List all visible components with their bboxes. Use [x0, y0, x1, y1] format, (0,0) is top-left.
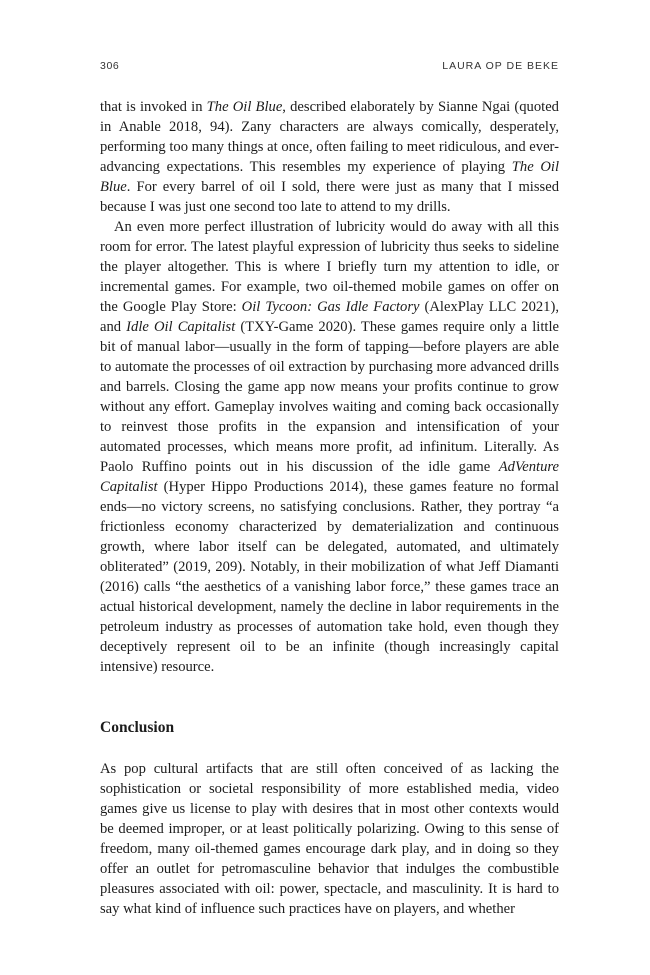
running-head: [100, 60, 559, 76]
book-page: [100, 60, 559, 919]
running-head-author: LAURA OP DE BEKE: [442, 60, 559, 72]
text-run: An even more perfect illustration of lubricity would do away with all this room for error. The latest playful expression of lubricity thus seeks to sideline the player altogether. This is where I briefly turn my attention to idle, or incremental games. For example, two oil-themed mobile games on offer on the Google Play Store:: [100, 219, 559, 315]
italic-title: Idle Oil Capitalist: [126, 319, 236, 335]
text-run: (Hyper Hippo Productions 2014), these games feature no formal ends—no victory screens, no satisfying conclusions. Rather, they portray “a frictionless economy characterized by dematerialization and continuous growth, where labor itself can be delegated, automated, and ultimately obliterated” (2019, 209). Notably, in their mobilization of what Jeff Diamanti (2016) calls “the aesthetics of a vanishing labor force,” these games trace an actual historical development, namely the decline in labor requirements in the petroleum industry as processes of automation take hold, even though they deceptively represent oil to be an infinite (though increasingly capital intensive) resource.: [100, 479, 559, 675]
italic-title: Oil Tycoon: Gas Idle Factory: [241, 299, 420, 315]
text-run: (AlexPlay LLC 2021), and: [100, 299, 559, 335]
paragraph-idle-games: [100, 217, 559, 677]
text-run: that is invoked in: [100, 99, 207, 115]
paragraph-conclusion: As pop cultural artifacts that are still often conceived of as lacking the sophistication or societal responsibility of more established media, video games give us license to play with desires that in most other contexts would be deemed improper, or at least politically polarizing. Owing to this sense of freedom, many oil-themed games encourage dark play, and in doing so they offer an outlet for petromasculine behavior that indulges the combustible pleasures associated with oil: power, spectacle, and masculinity. It is hard to say what kind of influence such practices have on players, and whether: [100, 761, 559, 917]
text-run: , described elaborately by Sianne Ngai (quoted in Anable 2018, 94). Zany characters are always comically, desperately, performing too many things at once, often failing to meet ridiculous, and ever-advancing expectations. This resembles my experience of playing: [100, 99, 559, 175]
text-run: (TXY-Game 2020). These games require only a little bit of manual labor—usually in the form of tapping—before players are able to automate the processes of oil extraction by purchasing more advanced drills and barrels. Closing the game app now means your profits continue to grow without any effort. Gameplay involves waiting and coming back occasionally to reinvest those profits in the expansion and intensification of your automated processes, which means more profit, ad infinitum. Literally. As Paolo Ruffino points out in his discussion of the idle game: [100, 319, 559, 475]
body-text: [100, 97, 559, 919]
section-heading: Conclusion: [100, 719, 175, 736]
italic-title: The Oil Blue: [100, 159, 559, 195]
italic-title: The Oil Blue: [206, 99, 283, 115]
text-run: . For every barrel of oil I sold, there were just as many that I missed because I was just one second too late to attend to my drills.: [100, 179, 559, 215]
page-number: 306: [100, 60, 120, 72]
italic-title: AdVenture Capitalist: [100, 459, 559, 495]
paragraph-continued: [100, 97, 559, 217]
